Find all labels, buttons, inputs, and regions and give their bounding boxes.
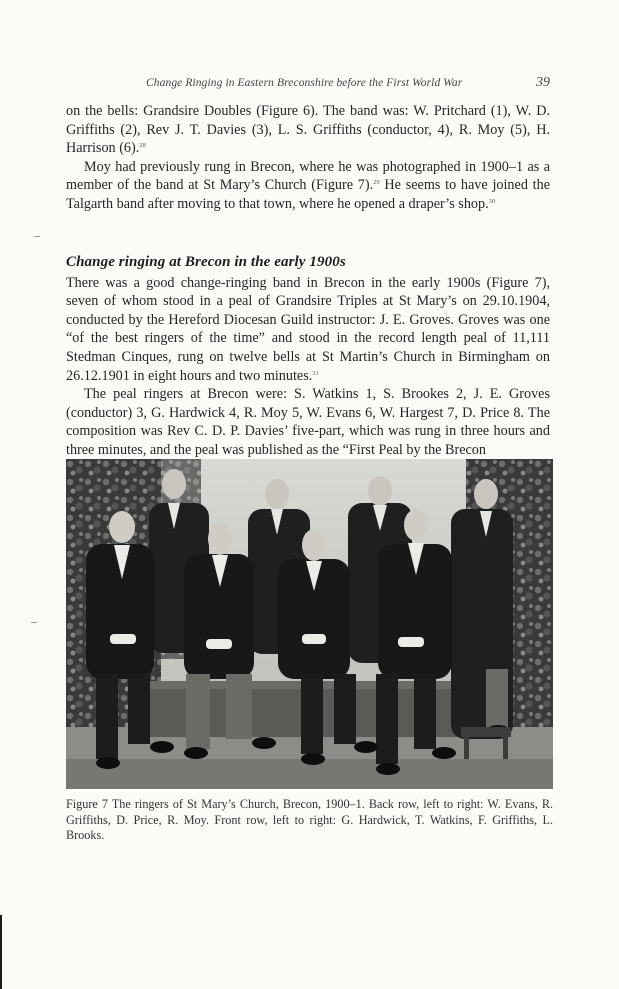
running-header <box>66 75 550 93</box>
text-block-section <box>66 253 550 460</box>
margin-tick <box>34 236 40 237</box>
footnote-ref: 28 <box>139 142 146 150</box>
footnote-ref: 31 <box>312 369 319 377</box>
figure-caption: Figure 7 The ringers of St Mary’s Church, Brecon, 1900–1. Back row, left to right: W. Evans, R. Griffiths, D. Price, R. Moy. Front row, left to right: G. Hardwick, T. Watkins, F. Griffiths, L. Brooks. <box>66 797 553 843</box>
running-title: Change Ringing in Eastern Breconshire before the First World War <box>146 77 463 89</box>
page-number: 39 <box>536 75 550 90</box>
section-heading: Change ringing at Brecon in the early 1900s <box>66 254 346 270</box>
footnote-ref: 29 <box>373 179 380 187</box>
figure-photograph <box>66 459 553 789</box>
paragraph-band-list: on the bells: Grandsire Doubles (Figure 6). The band was: W. Pritchard (1), W. D. Griffiths (2), Rev J. T. Davies (3), L. S. Griffiths (conductor, 4), R. Moy (5), H. Harrison (6).$^{28}$ <box>66 103 550 157</box>
margin-tick <box>31 622 37 623</box>
paragraph-moy: Moy had previously rung in Brecon, where he was photographed in 1900–1 as a member of the band at St Mary’s Church (Figure 7).$^{29}$ He seems to have joined the Talgarth band after moving to that town, where he opened a draper’s shop.$^{30}$ <box>66 158 551 212</box>
paragraph-brecon-band: There was a good change-ringing band in Brecon in the early 1900s (Figure 7), seven of whom stood in a peal of Grandsire Triples at St Mary’s on 29.10.1904, conducted by the Hereford Diocesan Guild instructor: J. E. Groves. Groves was one “of the best ringers of the time” and stood in the record length peal of 11,111 Stedman Cinques, rung on twelve bells at St Martin’s Church in Birmingham on 26.12.1901 in eight hours and two minutes.$^{31}$ <box>66 274 550 384</box>
scan-edge-line <box>0 915 2 989</box>
footnote-ref: 30 <box>488 197 496 205</box>
text-block-top <box>66 102 550 214</box>
paragraph-peal-ringers: The peal ringers at Brecon were: S. Watkins 1, S. Brookes 2, J. E. Groves (conductor) 3, G. Hardwick 4, R. Moy 5, W. Evans 6, W. Hargest 7, D. Price 8. The composition was Rev C. D. P. Davies’ five-part, which was rung in three hours and three minutes, and the peal was published as the “First Peal by the Brecon <box>66 386 550 458</box>
